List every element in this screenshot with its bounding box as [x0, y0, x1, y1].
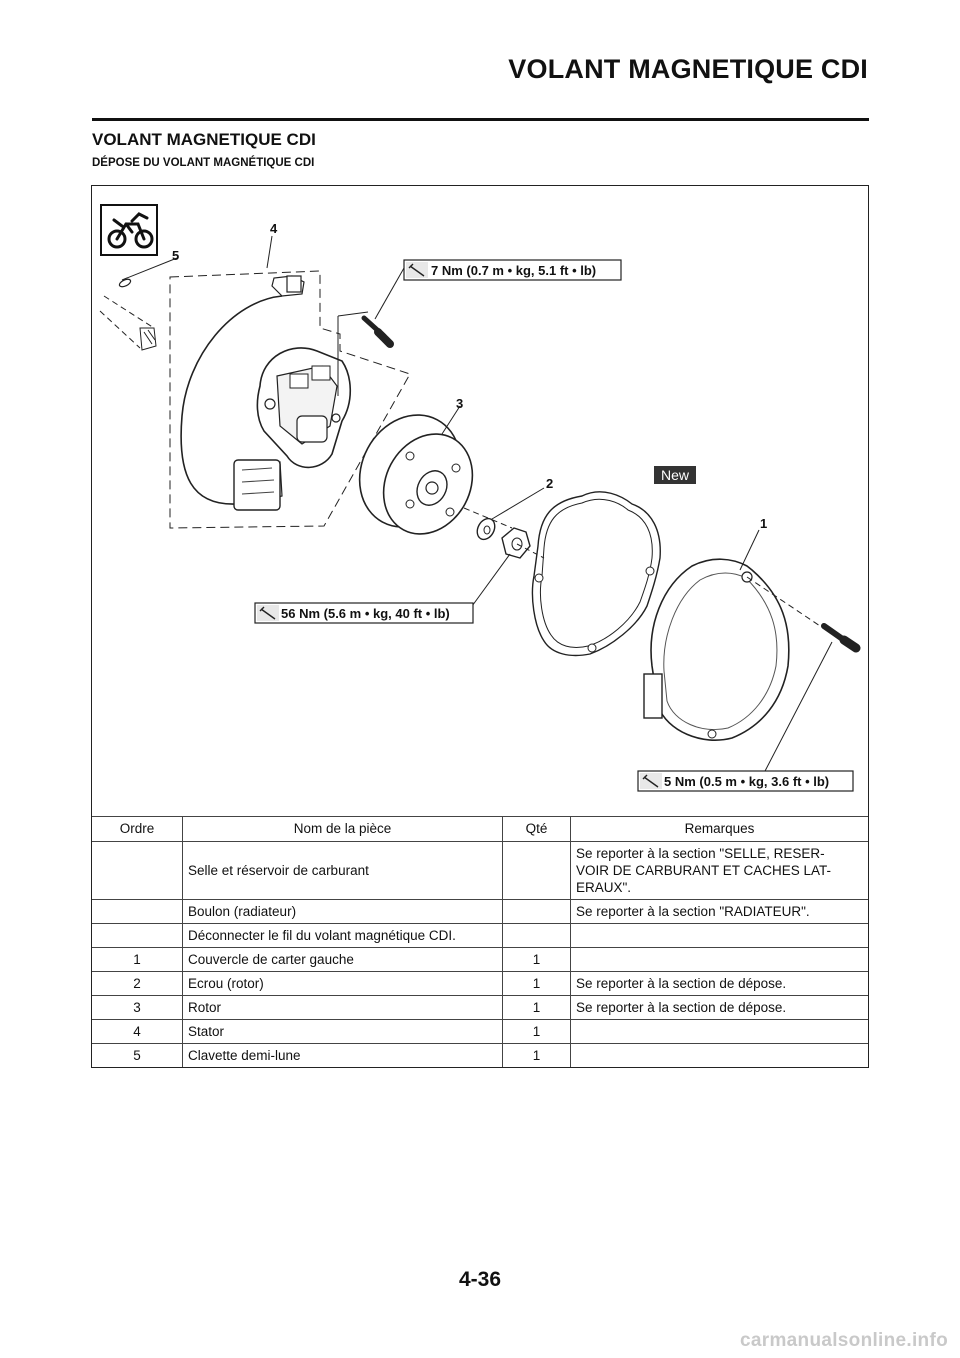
cell-part-name: Boulon (radiateur): [183, 900, 503, 924]
crankcase-cover: [644, 559, 832, 740]
cell-order: [92, 924, 183, 948]
parts-table: [92, 816, 868, 1067]
table-row: [92, 1020, 868, 1044]
table-row: [92, 1044, 868, 1068]
torque-spec-rotor-nut: [255, 603, 473, 623]
cell-qty: [503, 924, 571, 948]
washer: [474, 516, 498, 543]
cell-part-name: Selle et réservoir de carburant: [183, 842, 503, 900]
cell-qty: [503, 842, 571, 900]
table-row: [92, 842, 868, 900]
torque-spec-label: 56 Nm (5.6 m • kg, 40 ft • lb): [281, 606, 450, 621]
cell-part-name: Stator: [183, 1020, 503, 1044]
new-badge-label: New: [660, 467, 690, 483]
callout-3: 3: [456, 396, 464, 411]
cell-remarks: Se reporter à la section de dépose.: [571, 972, 869, 996]
column-header-qty: Qté: [503, 817, 571, 842]
stator-bolt: [364, 318, 390, 344]
torque-spec-cover-bolt: [638, 771, 853, 791]
cell-remarks: [571, 1020, 869, 1044]
cell-remarks: Se reporter à la section "RADIATEUR".: [571, 900, 869, 924]
cell-remarks: [571, 924, 869, 948]
cell-order: 3: [92, 996, 183, 1020]
table-row: [92, 996, 868, 1020]
header-rule: [92, 118, 869, 121]
cell-part-name: Ecrou (rotor): [183, 972, 503, 996]
torque-spec-label: 7 Nm (0.7 m • kg, 5.1 ft • lb): [431, 263, 597, 278]
cell-order: 1: [92, 948, 183, 972]
cell-part-name: Clavette demi-lune: [183, 1044, 503, 1068]
callout-4: 4: [270, 221, 278, 236]
cell-qty: 1: [503, 972, 571, 996]
torque-spec-label: 5 Nm (0.5 m • kg, 3.6 ft • lb): [664, 774, 830, 789]
cell-order: [92, 900, 183, 924]
gasket: [532, 492, 660, 656]
table-row: [92, 900, 868, 924]
cell-qty: 1: [503, 1020, 571, 1044]
wrench-torque-icon: [640, 773, 662, 789]
cell-remarks: Se reporter à la section "SELLE, RESER- VOIR DE CARBURANT ET CACHES LAT- ERAUX".: [571, 842, 869, 900]
cell-qty: 1: [503, 1044, 571, 1068]
cell-qty: 1: [503, 948, 571, 972]
torque-spec-stator-bolt: [404, 260, 621, 280]
section-title: VOLANT MAGNETIQUE CDI: [92, 130, 316, 149]
exploded-view-diagram: [92, 186, 868, 816]
watermark: carmanualsonline.info: [740, 1330, 948, 1351]
procedure-frame: [91, 185, 869, 1068]
cover-bolt: [824, 626, 856, 648]
cell-order: 2: [92, 972, 183, 996]
subsection-title: DÉPOSE DU VOLANT MAGNÉTIQUE CDI: [92, 157, 315, 169]
cell-qty: 1: [503, 996, 571, 1020]
column-header-remarks: Remarques: [571, 817, 869, 842]
cell-remarks: [571, 1044, 869, 1068]
wrench-torque-icon: [257, 605, 279, 621]
cell-part-name: Rotor: [183, 996, 503, 1020]
crankshaft-end: [100, 296, 156, 350]
callout-2: 2: [546, 476, 554, 491]
dirt-bike-icon: [101, 205, 157, 255]
table-row: [92, 948, 868, 972]
cell-qty: [503, 900, 571, 924]
cell-order: 5: [92, 1044, 183, 1068]
column-header-part-name: Nom de la pièce: [183, 817, 503, 842]
column-header-order: Ordre: [92, 817, 183, 842]
cell-part-name: Déconnecter le fil du volant magnétique CDI.: [183, 924, 503, 948]
cell-remarks: [571, 948, 869, 972]
callout-1: 1: [760, 516, 768, 531]
page-number: 4-36: [458, 1268, 502, 1291]
table-row: [92, 924, 868, 948]
cell-order: 4: [92, 1020, 183, 1044]
cell-remarks: Se reporter à la section de dépose.: [571, 996, 869, 1020]
cell-order: [92, 842, 183, 900]
page-header-title: VOLANT MAGNETIQUE CDI: [508, 54, 868, 84]
new-part-badge: [654, 466, 696, 484]
table-header-row: [92, 817, 868, 842]
wrench-torque-icon: [406, 262, 428, 278]
table-row: [92, 972, 868, 996]
cell-part-name: Couvercle de carter gauche: [183, 948, 503, 972]
callout-5: 5: [172, 248, 180, 263]
stator: [181, 276, 368, 510]
